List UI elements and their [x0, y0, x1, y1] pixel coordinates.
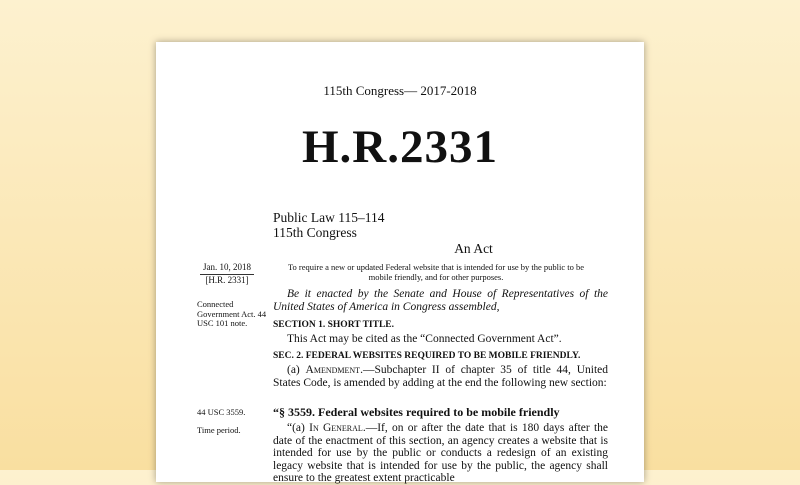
section1-heading: SECTION 1. SHORT TITLE.: [273, 320, 395, 330]
section3559-heading: “§ 3559. Federal websites required to be mobile friendly: [273, 405, 560, 419]
enactment-date-box: [200, 262, 254, 286]
margin-note-connected-government: [197, 300, 267, 329]
bill-number-title: H.R.2331: [302, 121, 498, 173]
bill-reference: [H.R. 2331]: [205, 275, 249, 285]
public-law-number: Public Law 115–114: [273, 210, 385, 225]
section2-heading: SEC. 2. FEDERAL WEBSITES REQUIRED TO BE MOBILE FRIENDLY.: [273, 351, 581, 361]
act-title: An Act: [454, 241, 493, 256]
amendment-label: Amendment: [305, 364, 361, 376]
document-page: [156, 42, 644, 482]
section1-text: This Act may be cited as the “Connected Government Act”.: [287, 333, 562, 345]
amendment-paragraph: [273, 364, 608, 389]
congress-session-line: 115th Congress— 2017-2018: [323, 83, 477, 98]
general-label: In General: [309, 422, 363, 434]
enactment-date: Jan. 10, 2018: [200, 262, 254, 275]
general-paragraph: [273, 422, 608, 485]
enacting-clause: Be it enacted by the Senate and House of Representatives of the United States of America in Congress assembled,: [273, 288, 608, 313]
general-text: .—If, on or after the date that is 180 days after the date of the enactment of this section, an agency creates a website that is intended for use by the public or conducts a redesign of an existing legacy website that is intended for use by the public, the agency shall ensure to the greatest extent practicable: [273, 422, 608, 484]
amendment-text: .—Subchapter II of chapter 35 of title 44, United States Code, is amended by adding at the end the following new section:: [273, 364, 608, 389]
margin-note-usc: 44 USC 3559.: [197, 407, 246, 417]
margin-note-connected-text: Connected Government Act. 44 USC 101 note.: [197, 299, 267, 328]
general-prefix: “(a): [287, 422, 310, 434]
amendment-prefix: (a): [287, 364, 306, 376]
margin-note-time-period: Time period.: [197, 425, 241, 435]
act-purpose: To require a new or updated Federal website that is intended for use by the public to be mobile friendly, and for other purposes.: [287, 262, 585, 282]
congress-number: 115th Congress: [273, 225, 357, 240]
